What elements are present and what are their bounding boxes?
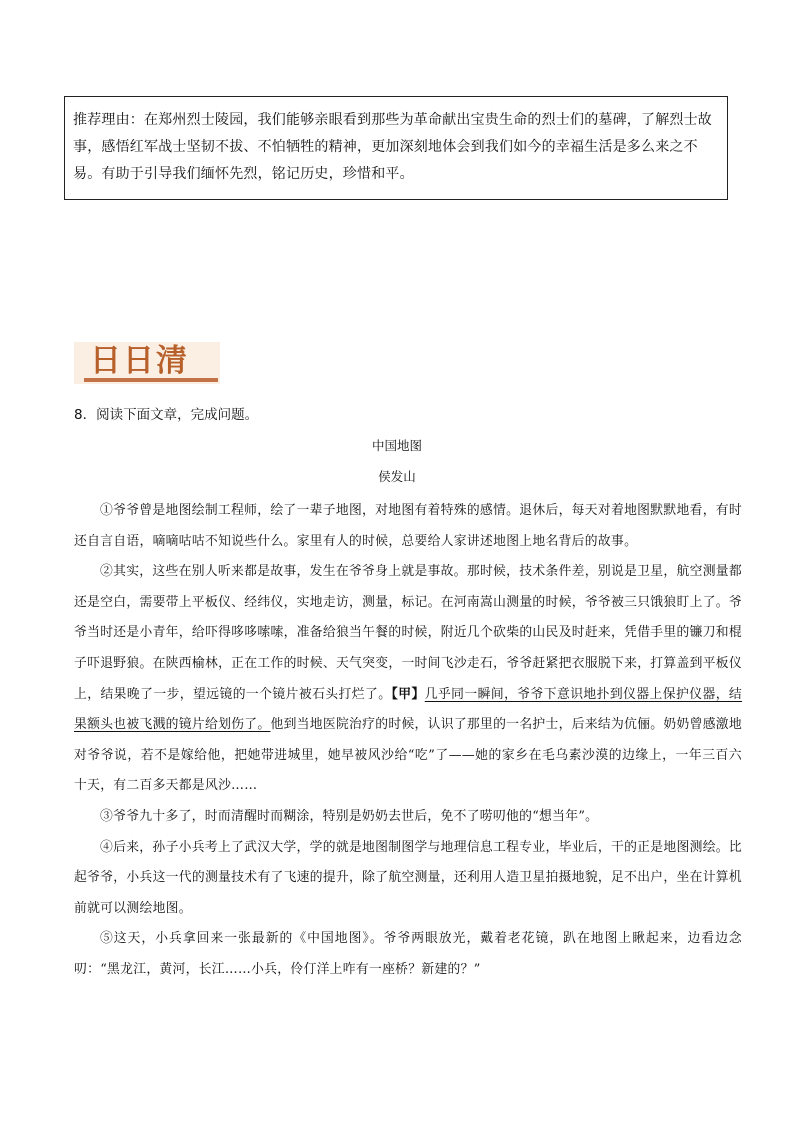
paragraph-5: ⑤这天，小兵拿回来一张最新的《中国地图》。爷爷两眼放光，戴着老花镜，趴在地图上瞅起来，边看边念叨：“黑龙江，黄河，长江……小兵，伶仃洋上咋有一座桥？新建的？” [74, 931, 742, 977]
marker-jia: 【甲】 [391, 686, 425, 702]
question-prompt: 8．阅读下面文章，完成问题。 [74, 407, 259, 423]
recommend-box [64, 96, 728, 200]
underlined-sentence: 几乎同一瞬间，爷爷下意识地扑到仪器上保护仪器，结果额头也被飞溅的镜片给划伤了。 [74, 686, 743, 733]
paragraph-4: ④后来，孙子小兵考上了武汉大学，学的就是地图制图学与地理信息工程专业，毕业后，干的正是地图测绘。比起爷爷，小兵这一代的测量技术有了飞速的提升，除了航空测量，还利用人造卫星拍摄地貌，足不出户，坐在计算机前就可以测绘地图。 [74, 839, 742, 916]
paragraph-1: ①爷爷曾是地图绘制工程师，绘了一辈子地图，对地图有着特殊的感情。退休后，每天对着地图默默地看，有时还自言自语，嘀嘀咕咕不知说些什么。家里有人的时候，总要给人家讲述地图上地名背后的故事。 [74, 503, 742, 549]
section-title: 日日清 [90, 343, 189, 379]
recommend-text: 推荐理由：在郑州烈士陵园，我们能够亲眼看到那些为革命献出宝贵生命的烈士们的墓碑，了解烈士故事，感悟红军战士坚韧不拔、不怕牺牲的精神，更加深刻地体会到我们如今的幸福生活是多么来之不易。有助于引导我们缅怀先烈，铭记历史，珍惜和平。 [73, 112, 712, 182]
paragraph-3: ③爷爷九十多了，时而清醒时而糊涂，特别是奶奶去世后，免不了唠叨他的“想当年”。 [100, 808, 599, 824]
article-author: 侯发山 [378, 469, 416, 484]
paragraph-2-part-b: 他到当地医院治疗的时候，认识了那里的一名护士，后来结为伉俪。奶奶曾感激地对爷爷说，若不是嫁给他，把她带进城里，她早被风沙给“吃”了——她的家乡在毛乌素沙漠的边缘上，一年三百六十天，有二百多天都是风沙…… [74, 717, 742, 794]
paragraph-2-part-a: ②其实，这些在别人听来都是故事，发生在爷爷身上就是事故。那时候，技术条件差，别说是卫星，航空测量都还是空白，需要带上平板仪、经纬仪，实地走访，测量，标记。在河南嵩山测量的时候，爷爷被三只饿狼盯上了。爷爷当时还是小青年，给吓得哆哆嗦嗦，准备给狼当午餐的时候，附近几个砍柴的山民及时赶来，凭借手里的镰刀和棍子吓退野狼。在陕西榆林，正在工作的时候、天气突变，一时间飞沙走石，爷爷赶紧把衣服脱下来，打算盖到平板仪上，结果晚了一步，望远镜的一个镜片被石头打烂了。 [74, 564, 742, 702]
article-title: 中国地图 [371, 438, 422, 453]
article-body [74, 496, 742, 986]
paragraph-2 [74, 557, 742, 802]
